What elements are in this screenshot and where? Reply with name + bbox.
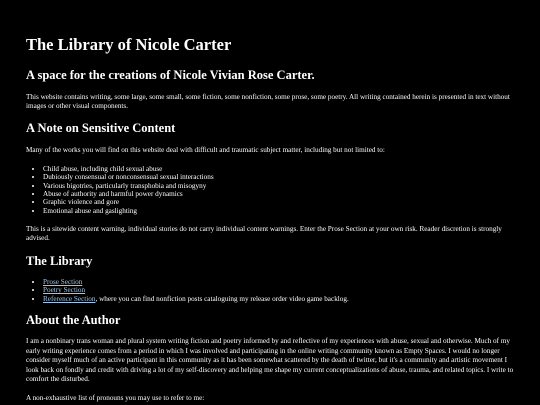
list-item: • Various bigotries, particularly transphobia and misogyny [43, 182, 516, 190]
sensitive-content-list [26, 165, 516, 215]
list-item [43, 295, 516, 303]
prose-section-link[interactable]: Prose Section [43, 278, 83, 287]
list-item: • Graphic violence and gore [43, 198, 516, 206]
list-item [43, 278, 516, 286]
list-item: • Emotional abuse and gaslighting [43, 207, 516, 215]
about-author-heading: About the Author [26, 312, 121, 327]
sensitive-content-heading: A Note on Sensitive Content [26, 121, 176, 136]
page-subtitle: A space for the creations of Nicole Vivian Rose Carter. [26, 68, 315, 83]
intro-paragraph: This website contains writing, some large, some small, some fiction, some nonfiction, some prose, some poetry. All writing contained herein is presented in text without images or other visual components. [26, 92, 510, 110]
library-heading: The Library [26, 253, 93, 268]
list-item [43, 286, 516, 294]
page-title: The Library of Nicole Carter [26, 35, 232, 54]
list-item: • Abuse of authority and harmful power dynamics [43, 190, 516, 198]
list-item: • Child abuse, including child sexual abuse [43, 165, 516, 173]
reference-section-link[interactable]: Reference Section [43, 294, 96, 303]
library-links-list [26, 278, 516, 303]
poetry-section-link[interactable]: Poetry Section [43, 286, 86, 295]
content-warning-paragraph: This is a sitewide content warning, individual stories do not carry individual content warnings. Enter the Prose Section at your own risk. Reader discretion is strongly advised. [26, 224, 502, 243]
list-item: • Dubiously consensual or nonconsensual sexual interactions [43, 173, 516, 181]
pronouns-lead: A non-exhaustive list of pronouns you may use to refer to me: [26, 394, 205, 403]
about-author-paragraph: I am a nonbinary trans woman and plural system writing fiction and poetry informed by and reflective of my experiences with abuse, sexual and otherwise. Much of my early writing experience comes from a period in which I was involved and participating in the online writing community known as Empty Spaces. I would no longer consider myself much of an active participant in this community as it has been somewhat scattered by the death of twitter, but it's a community and artistic movement I look back on fondly and credit with driving a lot of my self-discovery and helping me shape my current conceptualizations of abuse, trauma, and related topics. I write to comfort the disturbed. [26, 337, 514, 383]
sensitive-content-lead: Many of the works you will find on this website deal with difficult and traumatic subject matter, including but not limited to: [26, 145, 385, 154]
reference-section-description: , where you can find nonfiction posts cataloguing my release order video game backlog. [95, 294, 349, 303]
